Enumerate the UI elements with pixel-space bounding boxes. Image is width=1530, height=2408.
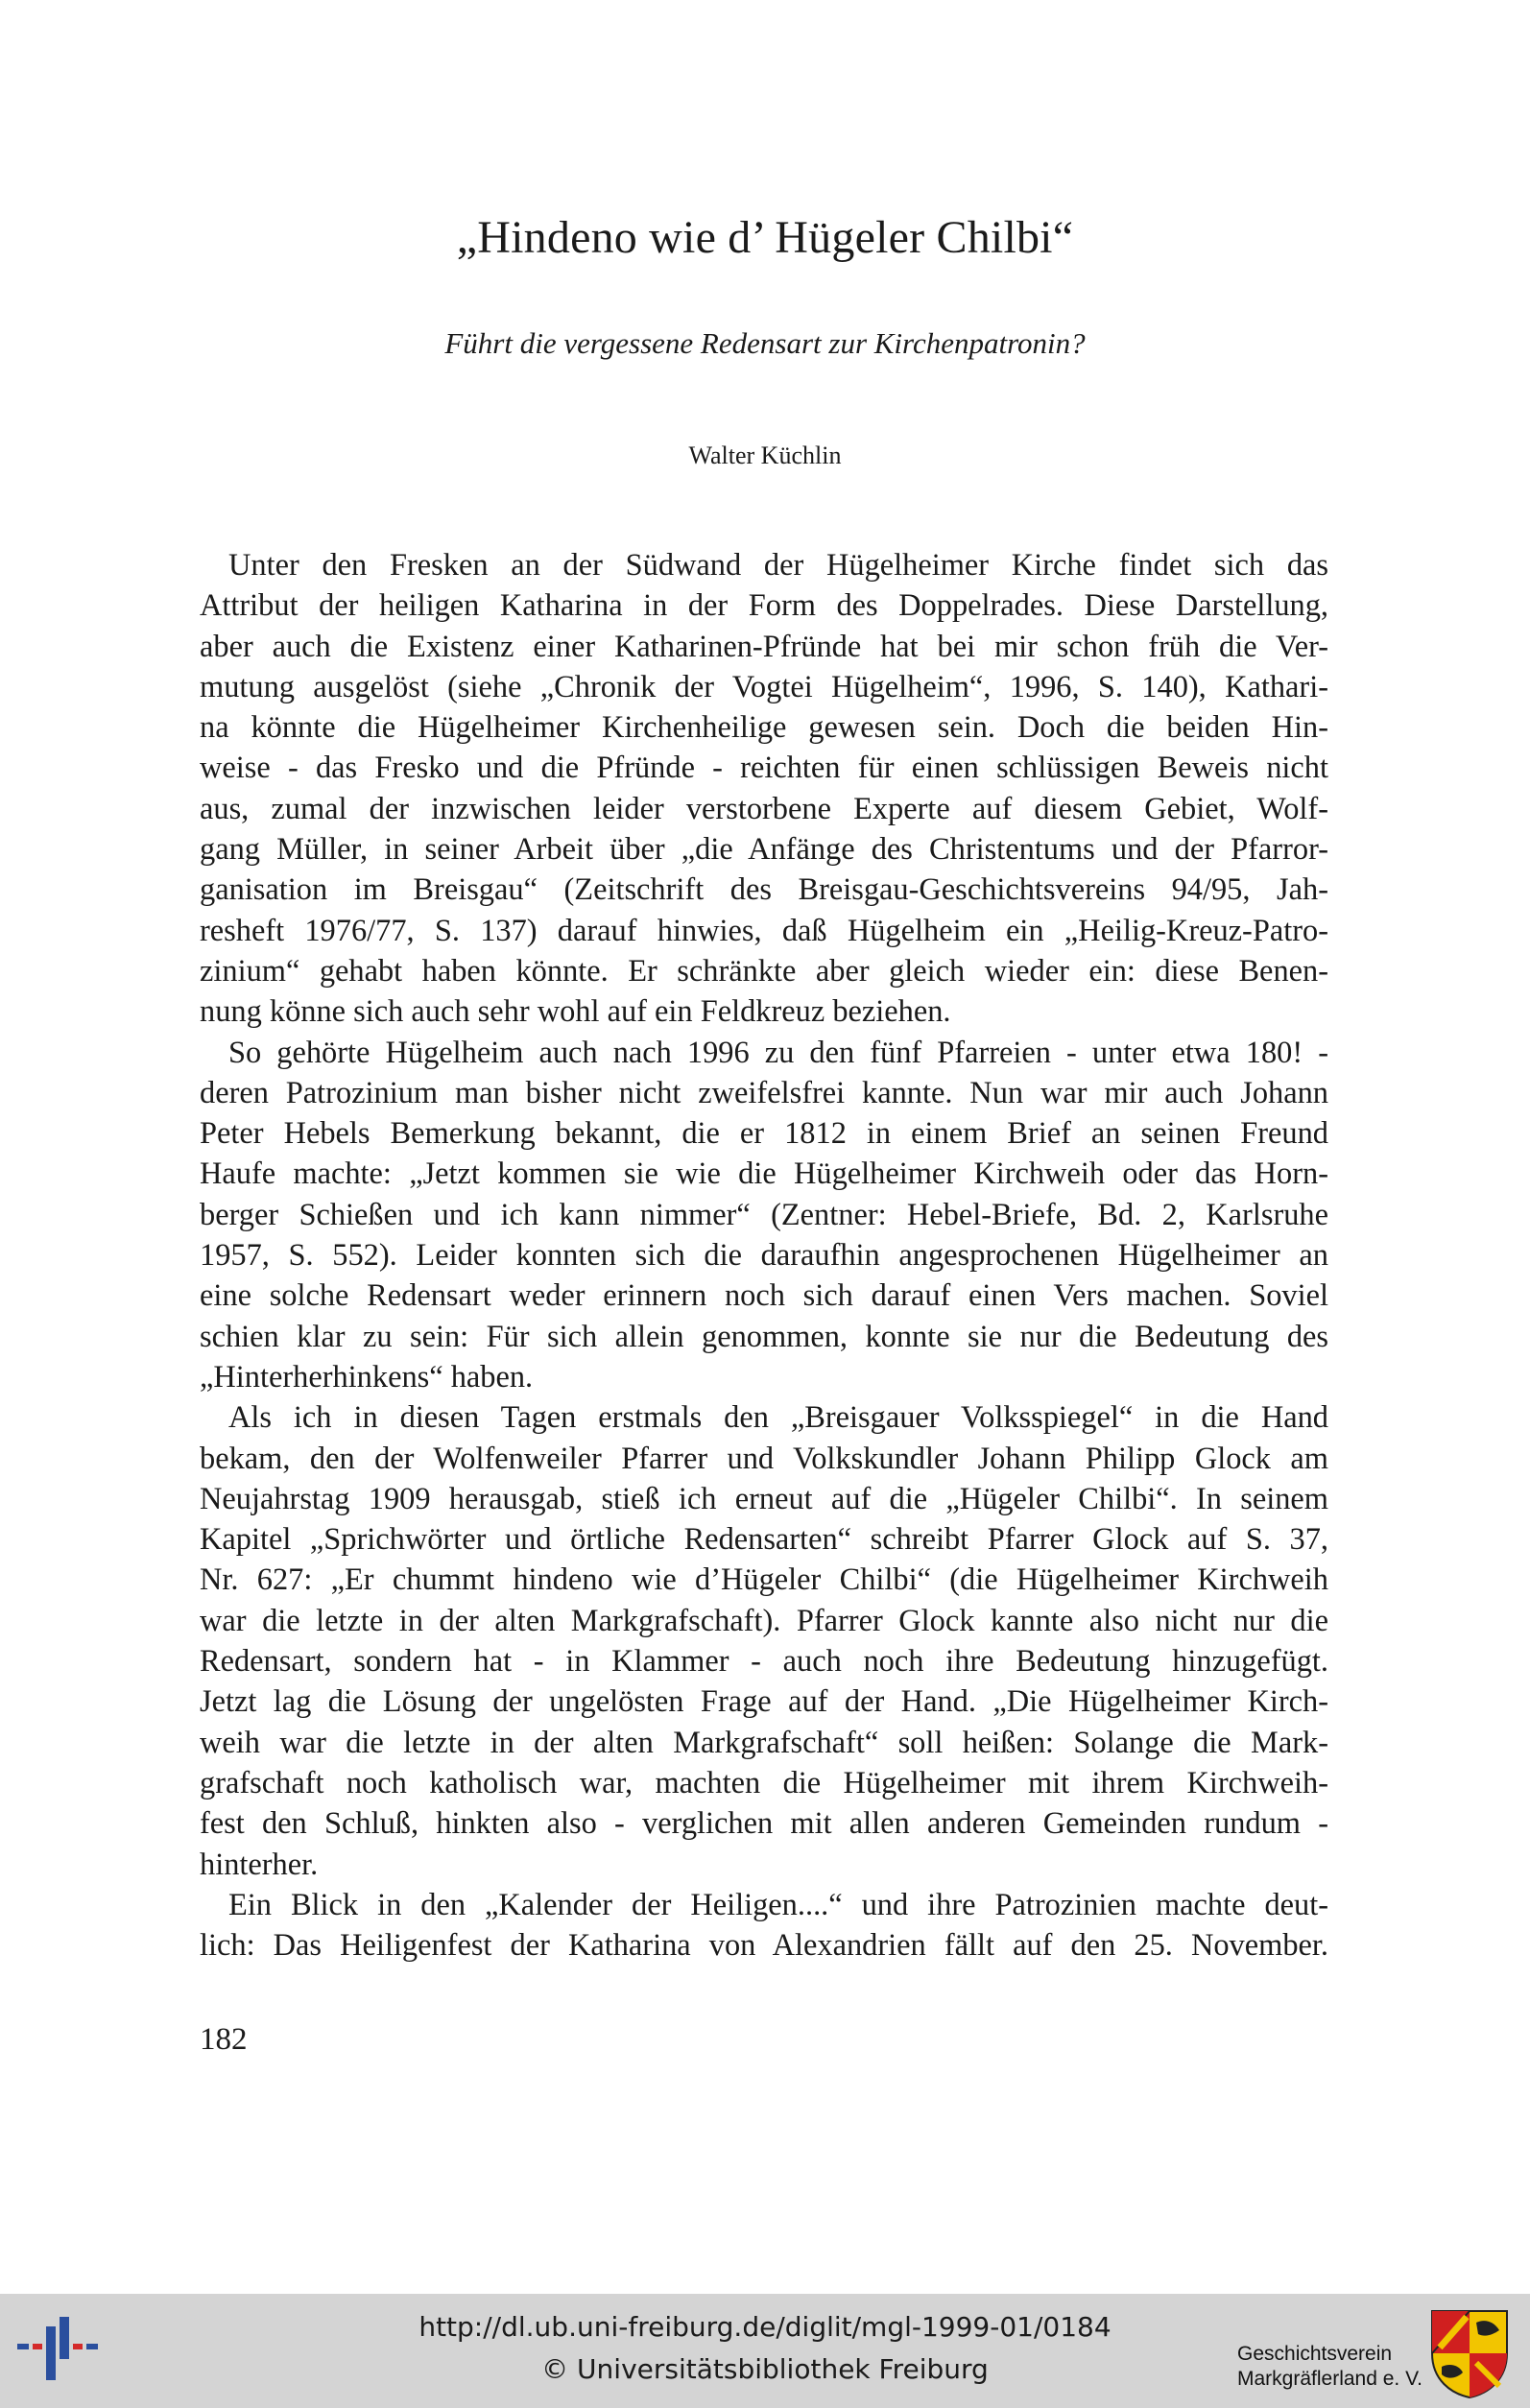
copyright-notice: © Universitätsbibliothek Freiburg [541,2353,989,2385]
text-line: Ein Blick in den „Kalender der Heiligen....“ und ihre Patrozinien machte deut- [228,1887,1328,1922]
text-line: Attribut der heiligen Katharina in der Form des Doppelrades. Diese Darstellung, [200,588,1328,624]
coat-of-arms-icon [1430,2309,1509,2399]
text-line: Redensart, sondern hat - in Klammer - auch noch ihre Bedeutung hinzugefügt. [200,1644,1328,1680]
text-line: lich: Das Heiligenfest der Katharina von Alexandrien fällt auf den 25. November. [200,1928,1328,1964]
text-line: ganisation im Breisgau“ (Zeitschrift des Breisgau-Geschichtsvereins 94/95, Jah- [200,872,1328,908]
society-name-line1: Geschichtsverein [1237,2343,1393,2365]
text-line: Neujahrstag 1909 herausgab, stieß ich erneut auf die „Hügeler Chilbi“. In seinem [200,1481,1328,1516]
text-line: Nr. 627: „Er chummt hindeno wie d’Hügeler Chilbi“ (die Hügelheimer Kirchweih [200,1562,1328,1598]
text-line: schien klar zu sein: Für sich allein genommen, konnte sie nur die Bedeutung des [200,1319,1328,1354]
text-line: „Hinterherhinkens“ haben. [200,1359,534,1395]
text-line: Kapitel „Sprichwörter und örtliche Redensarten“ schreibt Pfarrer Glock auf S. 37, [200,1522,1328,1558]
text-line: Peter Hebels Bemerkung bekannt, die er 1812 in einem Brief an seinen Freund [200,1116,1328,1152]
text-line: grafschaft noch katholisch war, machten die Hügelheimer mit ihrem Kirchweih- [200,1765,1328,1800]
society-name [1237,2342,1422,2392]
text-line: fest den Schluß, hinkten also - verglichen mit allen anderen Gemeinden rundum - [200,1806,1328,1842]
article-author: Walter Küchlin [688,441,842,469]
text-line: na könnte die Hügelheimer Kirchenheilige gewesen sein. Doch die beiden Hin- [200,710,1328,746]
text-line: 1957, S. 552). Leider konnten sich die daraufhin angesprochenen Hügelheimer an [200,1238,1328,1274]
text-line: Als ich in diesen Tagen erstmals den „Breisgauer Volksspiegel“ in die Hand [228,1400,1328,1436]
text-line: war die letzte in der alten Markgrafschaft). Pfarrer Glock kannte also nicht nur die [200,1603,1328,1638]
article-title: „Hindeno wie d’ Hügeler Chilbi“ [456,212,1074,263]
text-line: aber auch die Existenz einer Katharinen-Pfründe hat bei mir schon früh die Ver- [200,629,1328,664]
text-line: hinterher. [200,1847,319,1882]
page-number: 182 [200,2022,248,2057]
text-line: deren Patrozinium man bisher nicht zweifelsfrei kannte. Nun war mir auch Johann [200,1075,1328,1110]
text-line: mutung ausgelöst (siehe „Chronik der Vogtei Hügelheim“, 1996, S. 140), Kathari- [200,669,1328,704]
text-line: weise - das Fresko und die Pfründe - reichten für einen schlüssigen Beweis nicht [200,751,1328,786]
article-body [200,545,1328,1966]
text-line: bekam, den der Wolfenweiler Pfarrer und Volkskundler Johann Philipp Glock am [200,1441,1328,1476]
footer-bar [0,2294,1530,2408]
article-subtitle: Führt die vergessene Redensart zur Kirchenpatronin? [444,326,1086,360]
text-line: Jetzt lag die Lösung der ungelösten Frage auf der Hand. „Die Hügelheimer Kirch- [200,1684,1328,1720]
text-line: eine solche Redensart weder erinnern noch sich darauf einen Vers machen. Soviel [200,1278,1328,1314]
text-line: berger Schießen und ich kann nimmer“ (Zentner: Hebel-Briefe, Bd. 2, Karlsruhe [200,1197,1328,1232]
text-line: resheft 1976/77, S. 137) darauf hinwies, daß Hügelheim ein „Heilig-Kreuz-Patro- [200,913,1328,948]
permalink-url[interactable]: http://dl.ub.uni-freiburg.de/diglit/mgl-1999-01/0184 [418,2311,1112,2343]
text-line: nung könne sich auch sehr wohl auf ein Feldkreuz beziehen. [200,994,951,1030]
text-line: Haufe machte: „Jetzt kommen sie wie die Hügelheimer Kirchweih oder das Horn- [200,1156,1328,1192]
text-line: zinium“ gehabt haben könnte. Er schränkte aber gleich wieder ein: diese Benen- [200,953,1328,989]
text-line: gang Müller, in seiner Arbeit über „die Anfänge des Christentums und der Pfarror- [200,832,1328,868]
text-line: weih war die letzte in der alten Markgrafschaft“ soll heißen: Solange die Mark- [200,1725,1328,1760]
text-line: Unter den Fresken an der Südwand der Hügelheimer Kirche findet sich das [228,548,1328,583]
text-line: So gehörte Hügelheim auch nach 1996 zu den fünf Pfarreien - unter etwa 180! - [228,1035,1328,1070]
society-name-line2: Markgräflerland e. V. [1237,2368,1422,2390]
text-line: aus, zumal der inzwischen leider verstorbene Experte auf diesem Gebiet, Wolf- [200,791,1328,826]
